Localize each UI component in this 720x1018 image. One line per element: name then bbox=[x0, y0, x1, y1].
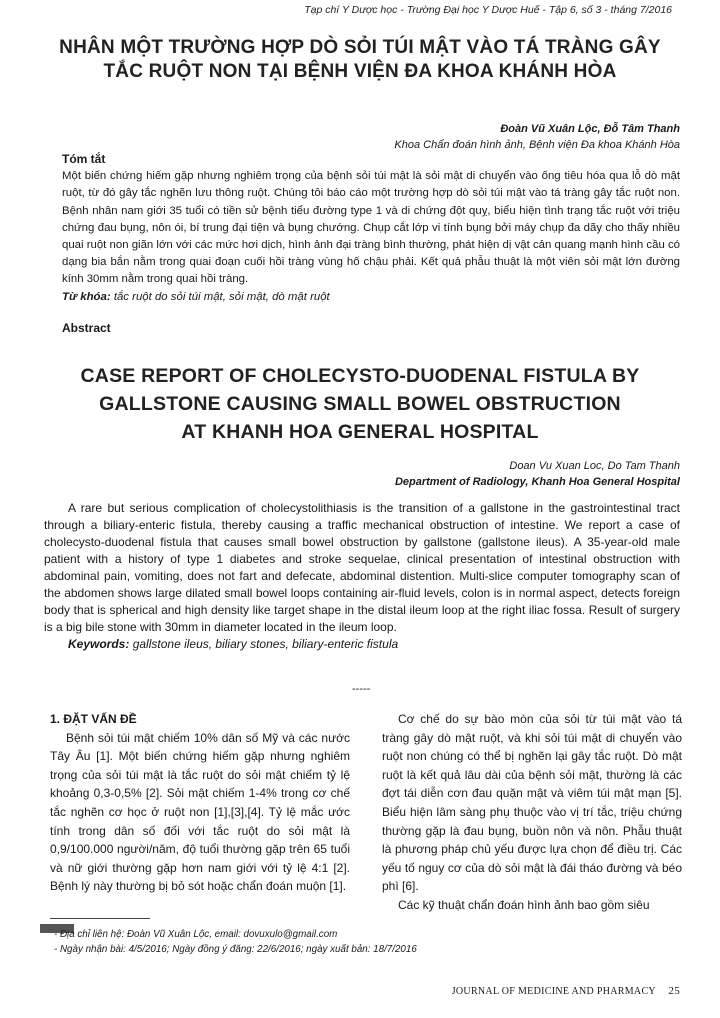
footnotes bbox=[54, 928, 417, 957]
page-number: 25 bbox=[668, 985, 680, 997]
footnote-contact: - Địa chỉ liên hệ: Đoàn Vũ Xuân Lộc, email: dovuxulo@gmail.com bbox=[54, 929, 338, 940]
title-en-line-3: AT KHANH HOA GENERAL HOSPITAL bbox=[181, 421, 539, 443]
affiliation-en: Department of Radiology, Khanh Hoa General Hospital bbox=[394, 476, 680, 488]
keywords-vn bbox=[62, 289, 680, 306]
keywords-label-en: Keywords: bbox=[68, 637, 130, 651]
article-title-vn: NHÂN MỘT TRƯỜNG HỢP DÒ SỎI TÚI MẬT VÀO TÁ TRÀNG GÂY TẮC RUỘT NON TẠI BỆNH VIỆN ĐA KHOA KHÁNH HÒA bbox=[59, 37, 661, 82]
authors-vn: Đoàn Vũ Xuân Lộc, Đỗ Tâm Thanh bbox=[500, 123, 680, 135]
summary-section-vn bbox=[62, 151, 680, 337]
body-paragraph: Các kỹ thuật chẩn đoán hình ảnh bao gồm siêu bbox=[398, 897, 650, 912]
summary-heading: Tóm tắt bbox=[62, 152, 106, 166]
keywords-en bbox=[44, 636, 680, 653]
summary-text-vn: Một biến chứng hiếm gặp nhưng nghiêm trọng của bệnh sỏi túi mật là sỏi mật di chuyển vào ống tiêu hóa qua lỗ dò mật ruột, từ đó gây tắc nghẽn lưu thông ruột. Chúng tôi báo cáo một trường hợp dò sỏi túi mật vào tá tràng gây tắc ruột non. Bệnh nhân nam giới 35 tuổi có tiền sử bệnh tiểu đường type 1 và di chứng đột quỵ, biểu hiện tình trạng tắc ruột với triệu chứng đau bụng, nôn ói, bí trung đại tiện và bụng chướng. Chụp cắt lớp vi tính bụng bởi máy chụp đa dãy cho thấy nhiều quai ruột non giãn lớn với các mức hơi dịch, hình ảnh đại tràng bình thường, phát hiện dị vật cản quang mạnh hình cầu có dạng bia bắn nằm trong quai đoạn cuối hồi tràng vùng hố chậu phải. Kết quả phẫu thuật là một viên sỏi mật lớn đường kính 30mm nằm trong quai hồi tràng. bbox=[62, 170, 680, 286]
abstract-text-en: A rare but serious complication of cholecystolithiasis is the transition of a gallstone in the gastrointestinal tract through a biliary-enteric fistula, thereby causing a traffic mechanical obstruction of intestine. We report a case of cholecysto-duodenal fistula that causes small bowel obstruction by gallstone (gallstone ileus). A 35-year-old male patient with a history of type 1 diabetes and stroke sequelae, clinical presentation of intestinal obstruction with abdominal pain, vomiting, does not fart and defecate, abdominal distention. Multi-slice computer tomography scan of the abdomen shows large dilated small bowel loops containing air-fluid levels, colon is in normal aspect, detects foreign body that is spherical and high density like target shape in the distal ileum loop at the right iliac fossa. Result of surgery is a big bile stone with 30mm in diameter located in the ileum loop. bbox=[44, 501, 680, 634]
footer-journal-name: JOURNAL OF MEDICINE AND PHARMACY bbox=[451, 986, 656, 997]
title-en-line-2: GALLSTONE CAUSING SMALL BOWEL OBSTRUCTION bbox=[99, 393, 621, 415]
section-heading-introduction: 1. ĐẶT VẤN ĐỀ bbox=[50, 712, 137, 726]
article-title-en bbox=[40, 362, 680, 446]
section-separator: ----- bbox=[352, 683, 371, 695]
keywords-text-en: gallstone ileus, biliary stones, biliary-enteric fistula bbox=[132, 637, 399, 651]
journal-header: Tạp chí Y Dược học - Trường Đại học Y Dược Huế - Tập 6, số 3 - tháng 7/2016 bbox=[304, 4, 672, 16]
authors-block-en bbox=[395, 458, 680, 490]
keywords-text-vn: tắc ruột do sỏi túi mật, sỏi mật, dò mật ruột bbox=[113, 290, 330, 303]
title-en-line-1: CASE REPORT OF CHOLECYSTO-DUODENAL FISTULA BY bbox=[80, 365, 640, 387]
affiliation-vn: Khoa Chẩn đoán hình ảnh, Bệnh viện Đa khoa Khánh Hòa bbox=[394, 139, 680, 151]
authors-block-vn bbox=[394, 121, 680, 153]
authors-en: Doan Vu Xuan Loc, Do Tam Thanh bbox=[509, 460, 680, 472]
body-paragraph: Bệnh sỏi túi mật chiếm 10% dân số Mỹ và các nước Tây Âu [1]. Một biến chứng hiếm gặp nhưng nghiêm trọng của sỏi túi mật là tắc ruột do sỏi mật chiếm tỷ lệ khoảng 0,3-0,5% [2]. Sỏi mật chiếm 1-4% trong cơ chế tắc nghẽn cơ học ở ruột non [1],[3],[4]. Tỷ lệ mắc ước tính trong dân số đối với tắc ruột do sỏi mật là 0,9/100.000 người/năm, độ tuổi thường gặp trên 65 tuổi và nữ giới thường gặp hơn nam giới với tỷ lệ 4:1 [2]. Bệnh lý này thường bị bỏ sót hoặc chẩn đoán muộn [1]. bbox=[50, 730, 350, 894]
page-footer bbox=[452, 985, 680, 997]
body-column-left bbox=[50, 710, 350, 896]
footnote-rule bbox=[50, 918, 150, 919]
body-column-right bbox=[382, 710, 682, 915]
keywords-label-vn: Từ khóa: bbox=[62, 290, 111, 303]
abstract-heading: Abstract bbox=[62, 320, 111, 335]
body-paragraph: Cơ chế do sự bào mòn của sỏi từ túi mật vào tá tràng gây dò mật ruột, và khi sỏi túi mật di chuyển vào ruột non chúng có thể bị nghẽn lại gây tắc ruột. Dò mật ruột là kết quả lâu dài của bệnh sỏi mật, thường là các đợt tái diễn cơn đau quặn mật và viêm túi mật mạn [5]. Biểu hiện lâm sàng phụ thuộc vào vị trí tắc, triệu chứng thường gặp là đau bụng, buồn nôn và nôn. Phẫu thuật là phương pháp chủ yếu được lựa chọn để điều trị. Các yếu tố nguy cơ của dò sỏi mật là đái tháo đường và béo phì [6]. bbox=[382, 712, 682, 894]
abstract-section-en bbox=[44, 500, 680, 653]
footnote-dates: - Ngày nhận bài: 4/5/2016; Ngày đồng ý đăng: 22/6/2016; ngày xuất bản: 18/7/2016 bbox=[54, 943, 417, 955]
